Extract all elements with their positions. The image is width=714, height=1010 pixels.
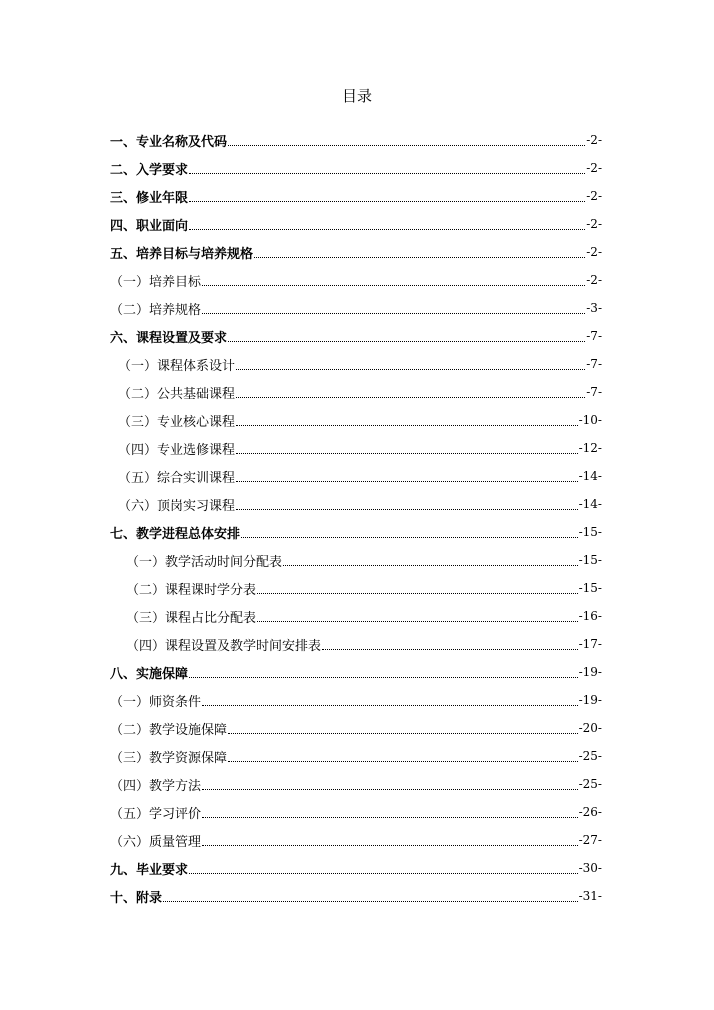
toc-entry[interactable] bbox=[0, 546, 714, 574]
toc-entry[interactable] bbox=[0, 770, 714, 798]
dot-leader bbox=[202, 844, 578, 846]
toc-entry-page: -2- bbox=[586, 217, 602, 231]
dot-leader bbox=[202, 312, 585, 314]
toc-entry[interactable] bbox=[0, 378, 714, 406]
toc-entry[interactable] bbox=[0, 658, 714, 686]
toc-entry-page: -12- bbox=[578, 441, 602, 455]
toc-entry-label: （四）专业选修课程 bbox=[118, 442, 236, 458]
toc-entry-label: （二）教学设施保障 bbox=[110, 722, 228, 738]
toc-entry[interactable] bbox=[0, 630, 714, 658]
dot-leader bbox=[236, 396, 585, 398]
dot-leader bbox=[202, 284, 585, 286]
dot-leader bbox=[236, 508, 578, 510]
toc-entry-label: （四）课程设置及教学时间安排表 bbox=[126, 638, 322, 654]
toc-entry-page: -17- bbox=[578, 637, 602, 651]
toc-entry-page: -27- bbox=[578, 833, 602, 847]
toc-entry-label: （五）学习评价 bbox=[110, 806, 202, 822]
toc-entry-page: -25- bbox=[578, 749, 602, 763]
dot-leader bbox=[189, 200, 585, 202]
toc-entry[interactable] bbox=[0, 434, 714, 462]
toc-entry-label: 一、专业名称及代码 bbox=[110, 134, 228, 150]
dot-leader bbox=[202, 704, 578, 706]
toc-entry[interactable] bbox=[0, 294, 714, 322]
toc-entry-label: （二）培养规格 bbox=[110, 302, 202, 318]
toc-entry[interactable] bbox=[0, 602, 714, 630]
dot-leader bbox=[189, 172, 585, 174]
dot-leader bbox=[228, 340, 585, 342]
dot-leader bbox=[163, 900, 578, 902]
toc-entry-page: -14- bbox=[578, 497, 602, 511]
toc-entry-label: 二、入学要求 bbox=[110, 162, 189, 178]
toc-entry[interactable] bbox=[0, 686, 714, 714]
toc-entry-label: （四）教学方法 bbox=[110, 778, 202, 794]
toc-entry-label: 八、实施保障 bbox=[110, 666, 189, 682]
toc-entry[interactable] bbox=[0, 574, 714, 602]
toc-entry-label: （一）师资条件 bbox=[110, 694, 202, 710]
dot-leader bbox=[228, 144, 585, 146]
toc-entry-page: -2- bbox=[586, 161, 602, 175]
toc-entry-label: 七、教学进程总体安排 bbox=[110, 526, 241, 542]
dot-leader bbox=[228, 732, 578, 734]
toc-entry-label: 五、培养目标与培养规格 bbox=[110, 246, 254, 262]
toc-entry-label: 三、修业年限 bbox=[110, 190, 189, 206]
dot-leader bbox=[189, 872, 578, 874]
dot-leader bbox=[202, 816, 578, 818]
toc-entry[interactable] bbox=[0, 882, 714, 910]
toc-entry-page: -2- bbox=[586, 245, 602, 259]
toc-entry[interactable] bbox=[0, 798, 714, 826]
dot-leader bbox=[236, 368, 585, 370]
dot-leader bbox=[236, 424, 578, 426]
dot-leader bbox=[257, 592, 578, 594]
toc-entry[interactable] bbox=[0, 518, 714, 546]
toc-entry[interactable] bbox=[0, 854, 714, 882]
toc-entry[interactable] bbox=[0, 462, 714, 490]
toc-entry-label: （五）综合实训课程 bbox=[118, 470, 236, 486]
dot-leader bbox=[228, 760, 578, 762]
toc-entry-page: -19- bbox=[578, 665, 602, 679]
dot-leader bbox=[283, 564, 578, 566]
toc-entry-page: -10- bbox=[578, 413, 602, 427]
toc-entry[interactable] bbox=[0, 266, 714, 294]
toc-title: 目录 bbox=[341, 87, 372, 105]
toc-entry-label: 十、附录 bbox=[110, 890, 163, 906]
toc-entry-label: 六、课程设置及要求 bbox=[110, 330, 228, 346]
toc-entry-label: （二）公共基础课程 bbox=[118, 386, 236, 402]
dot-leader bbox=[241, 536, 578, 538]
toc-entry-label: （六）顶岗实习课程 bbox=[118, 498, 236, 514]
toc-entry[interactable] bbox=[0, 210, 714, 238]
toc-entry-label: （三）专业核心课程 bbox=[118, 414, 236, 430]
toc-entry-page: -16- bbox=[578, 609, 602, 623]
toc-entry-label: （一）培养目标 bbox=[110, 274, 202, 290]
toc-entry-page: -3- bbox=[586, 301, 602, 315]
toc-entry[interactable] bbox=[0, 714, 714, 742]
dot-leader bbox=[202, 788, 578, 790]
toc-entry-page: -15- bbox=[578, 525, 602, 539]
toc-entry-page: -2- bbox=[586, 133, 602, 147]
toc-entry[interactable] bbox=[0, 238, 714, 266]
dot-leader bbox=[189, 228, 585, 230]
dot-leader bbox=[236, 452, 578, 454]
toc-entry-page: -7- bbox=[586, 385, 602, 399]
toc-entry-label: 四、职业面向 bbox=[110, 218, 189, 234]
toc-entry-page: -14- bbox=[578, 469, 602, 483]
table-of-contents bbox=[0, 126, 714, 910]
toc-entry[interactable] bbox=[0, 350, 714, 378]
toc-entry-page: -19- bbox=[578, 693, 602, 707]
dot-leader bbox=[322, 648, 578, 650]
toc-entry-label: （一）课程体系设计 bbox=[118, 358, 236, 374]
toc-entry-page: -2- bbox=[586, 189, 602, 203]
toc-entry-label: （六）质量管理 bbox=[110, 834, 202, 850]
toc-entry-page: -15- bbox=[578, 581, 602, 595]
toc-entry-page: -30- bbox=[578, 861, 602, 875]
toc-entry-page: -26- bbox=[578, 805, 602, 819]
toc-entry[interactable] bbox=[0, 742, 714, 770]
toc-entry-label: （一）教学活动时间分配表 bbox=[126, 554, 283, 570]
toc-entry[interactable] bbox=[0, 322, 714, 350]
toc-entry-page: -31- bbox=[578, 889, 602, 903]
toc-entry-page: -25- bbox=[578, 777, 602, 791]
toc-entry[interactable] bbox=[0, 406, 714, 434]
toc-entry-page: -2- bbox=[586, 273, 602, 287]
toc-entry-label: 九、毕业要求 bbox=[110, 862, 189, 878]
toc-entry[interactable] bbox=[0, 182, 714, 210]
toc-entry-page: -20- bbox=[578, 721, 602, 735]
toc-entry-page: -7- bbox=[586, 329, 602, 343]
dot-leader bbox=[257, 620, 578, 622]
dot-leader bbox=[236, 480, 578, 482]
toc-entry-label: （三）教学资源保障 bbox=[110, 750, 228, 766]
toc-entry[interactable] bbox=[0, 126, 714, 154]
dot-leader bbox=[189, 676, 578, 678]
toc-entry-page: -7- bbox=[586, 357, 602, 371]
dot-leader bbox=[254, 256, 585, 258]
toc-entry[interactable] bbox=[0, 154, 714, 182]
toc-entry-label: （二）课程课时学分表 bbox=[126, 582, 257, 598]
toc-entry[interactable] bbox=[0, 826, 714, 854]
toc-entry-label: （三）课程占比分配表 bbox=[126, 610, 257, 626]
toc-entry[interactable] bbox=[0, 490, 714, 518]
toc-entry-page: -15- bbox=[578, 553, 602, 567]
